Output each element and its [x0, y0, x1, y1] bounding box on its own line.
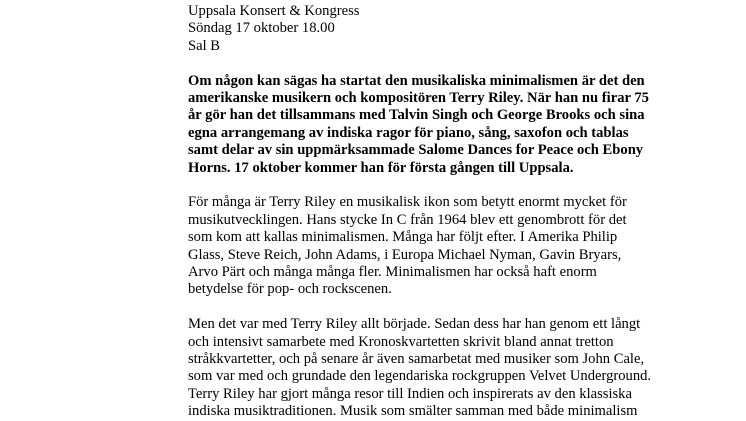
paragraph-line: musikutvecklingen. Hans stycke In C från 1964 blev ett genombrott för det — [188, 211, 627, 228]
lead-line: Horns. 17 oktober kommer han för första gången till Uppsala. — [188, 159, 574, 176]
body-paragraph-2 — [188, 316, 708, 420]
lead-paragraph — [188, 73, 708, 177]
lead-line: år gör han det tillsammans med Talvin Singh och George Brooks och sina — [188, 107, 645, 124]
lead-line: amerikanske musikern och kompositören Terry Riley. När han nu firar 75 — [188, 90, 649, 107]
body-paragraph-1 — [188, 194, 708, 298]
date-time-line: Söndag 17 oktober 18.00 — [188, 20, 335, 37]
venue-line: Uppsala Konsert & Kongress — [188, 3, 360, 19]
paragraph-line: Men det var med Terry Riley allt började. Sedan dess har han genom ett långt — [188, 316, 641, 333]
paragraph-line: som var med och grundade den legendariska rockgruppen Velvet Underground. — [188, 368, 652, 385]
lead-line: egna arrangemang av indiska ragor för piano, sång, saxofon och tablas — [188, 124, 629, 141]
paragraph-line: Arvo Pärt och många många fler. Minimalismen har också haft enorm — [188, 264, 597, 281]
paragraph-line: Glass, Steve Reich, John Adams, i Europa Michael Nyman, Gavin Bryars, — [188, 246, 622, 263]
lead-line: Om någon kan sägas ha startat den musikaliska minimalismen är det den — [188, 72, 645, 89]
paragraph-line: betydelse för pop- och rockscenen. — [188, 281, 392, 298]
event-header — [188, 3, 708, 55]
paragraph-line: För många är Terry Riley en musikalisk ikon som betytt enormt mycket för — [188, 194, 627, 211]
paragraph-line: Terry Riley har gjort många resor till Indien och inspirerats av den klassiska — [188, 385, 632, 402]
document-page — [188, 3, 708, 421]
lead-line: samt delar av sin uppmärksammade Salome Dances for Peace och Ebony — [188, 142, 644, 159]
paragraph-line: indiska musiktraditionen. Musik som smälter samman med både minimalism — [188, 403, 638, 420]
paragraph-line: stråkkvartetter, och på senare år även samarbetat med musiker som John Cale, — [188, 351, 645, 368]
paragraph-line: och intensivt samarbete med Kronoskvartetten skrivit bland annat tretton — [188, 333, 614, 350]
paragraph-line: som kom att kallas minimalismen. Många har följt efter. I Amerika Philip — [188, 229, 618, 246]
hall-line: Sal B — [188, 37, 221, 54]
